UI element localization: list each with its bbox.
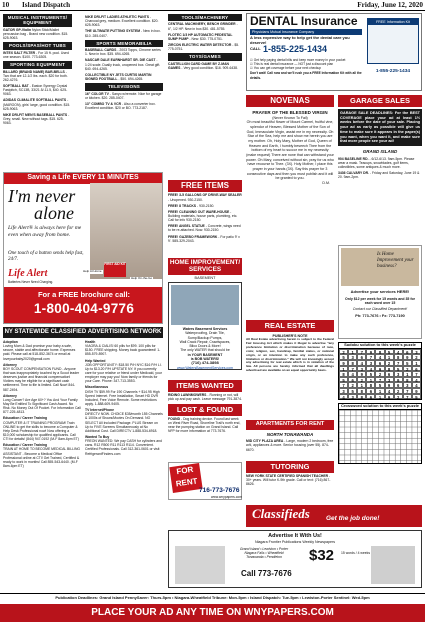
sudoku-cell: 7 — [348, 366, 357, 372]
life-alert-headline: Saving a Life EVERY 11 MINUTES — [4, 173, 162, 184]
sudoku-cell: 2 — [339, 349, 348, 355]
classified-ad: MID CITY PLAZA AREA - Large, modern 2 bedroom, free w/d, appliances & more. Senior housing (over 55). 874-6670. — [246, 439, 334, 452]
sudoku-cell: 5 — [385, 349, 394, 355]
sudoku-cell: 9 — [366, 349, 375, 355]
classified-ad: 13" COMBO TV & VCR - Also a converter box. Excellent condition. $20 or BO. 773-2187. — [85, 101, 156, 111]
sudoku-cell: 5 — [366, 371, 375, 377]
publisher-note-body: All Real Estate advertising herein is subject to the Federal Fair Housing Act which makes it illegal to advertise "any preference limitation or discrimination because of race, color, religion, sex, handicap, familial status, or national origin, or an intention to make any such preference, limitation or discrimination." We will not knowingly accept any advertising for real estate which is in violation of the law. All persons are hereby informed that all dwellings advertised are available on an equal opportunity basis. — [246, 337, 334, 373]
garage-deadline-box: GARAGE SALE DEADLINES: For the BEST COVERAGE place your ad at least 1½ weeks before the date of your sale. Placing your ad as early as possible will give us time to make sure it appears in the paper(s) you want, when you want it, and make sure that more people see your ad! — [338, 109, 422, 146]
sudoku-cell: 1 — [412, 360, 421, 366]
sudoku-cell: 3 — [348, 354, 357, 360]
crossword-section — [338, 403, 422, 464]
dental-lead: A less expensive way to help get the dental care you deserve! — [250, 35, 350, 45]
classified-ad: GATOR GP-Violin Nylon Stick/Mallet percussion bag - Brand new condition. $15. 625-9063. — [3, 27, 69, 41]
sudoku-cell: 5 — [375, 382, 384, 388]
publisher-note-title: PUBLISHER'S NOTE — [272, 333, 308, 338]
sudoku-cell: 2 — [375, 371, 384, 377]
column-3 — [168, 14, 242, 72]
sudoku-cell: 8 — [375, 349, 384, 355]
classified-ad: Miscellaneous DISH TV $59.99 For 190 Channels + $14.95 High Speed Internet. Free Installation, Smart HD DVR Included, Free Voice Remote. Some restrictions apply. 1-888-609-9405. — [85, 385, 160, 406]
sudoku-cell: 8 — [385, 366, 394, 372]
sudoku-cell: 9 — [357, 371, 366, 377]
classified-ad: NIKE DRI-FIT MEN'S BASEBALL PANTS - Grey, small. New without tags. $15. 625-9063. — [3, 112, 70, 126]
prayer-signature: D.M. — [322, 180, 330, 185]
sudoku-cell: 1 — [385, 354, 394, 360]
sudoku-cell: 3 — [348, 394, 357, 400]
classified-ad: Attorney Lung Cancer? Are Age 60+? You And Your Family May Be Entitled To Significant Cash Award. No Risk. No Money Out Of Pocket. For Information Call 877-225-4813. — [3, 393, 81, 415]
sudoku-cell: 3 — [412, 349, 421, 355]
publication-deadlines: Publication Deadlines: Grand Island PennySaver: Thurs-5pm • Niagara-Wheatfield Tribune: Mon-5pm • Island Dispatch: Tue-5pm • Lewiston-Porter Sentinel: Wed-5pm — [0, 593, 425, 603]
sudoku-cell: 6 — [366, 394, 375, 400]
classified-ad: Wanted To Buy FREON WANTED: We pay CASH for cylinders and cans. R12 R500 R11 R113 R114. Convenient. Certified Professionals. Call 312-361-0601 or visit RefrigerantFinders.com — [85, 434, 162, 456]
sudoku-cell: 7 — [357, 349, 366, 355]
sudoku-cell: 1 — [339, 366, 348, 372]
sudoku-cell: 8 — [357, 394, 366, 400]
sudoku-cell: 2 — [348, 382, 357, 388]
real-estate-section — [246, 320, 334, 373]
classified-ad: NIKE DRI-FIT LADIES ATHLETIC PANTS - Charcoal grey, medium. Excellent condition. $20. 625-9063. — [85, 15, 159, 28]
life-alert-tagline: Batteries Never Need Charging. — [8, 280, 54, 284]
sudoku-cell: 4 — [348, 371, 357, 377]
life-alert-logo: Life Alert — [8, 268, 48, 279]
sudoku-cell: 1 — [375, 388, 384, 394]
sudoku-cell: 8 — [348, 360, 357, 366]
sudoku-cell: 7 — [375, 377, 384, 383]
classified-ad: SOFTBALL BAT - Easton Synergy Crystal Fastpitch, SC13B, 33/21.5/-11.5, $40. 625-9063. — [3, 84, 68, 97]
life-alert-pitch-2: One touch of a button sends help fast, 24/7. — [8, 251, 84, 263]
dental-kit-image: FREE Information Kit — [367, 18, 419, 64]
sudoku-cell: 2 — [394, 394, 403, 400]
sudoku-cell: 4 — [339, 394, 348, 400]
advertise-with-us-ad: Advertise It With Us! Niagara Frontier Publications Weekly Newspapers Grand Island • Lewiston • Porter Niagara Falls • Wheatfield Tonawanda • Pendleton Call 773-7676 $32 15 words / 4 weeks — [168, 530, 422, 588]
sudoku-cell: 4 — [394, 349, 403, 355]
sudoku-cell: 2 — [394, 388, 403, 394]
elderly-woman-photo — [90, 183, 162, 279]
sudoku-cell: 5 — [348, 388, 357, 394]
section-header: TOYS/GAMES — [168, 53, 242, 60]
classified-ad: 16" COLOR TV - Sanyo w/remote. Nice for garage or kitchen. $20. 285-0407. — [85, 91, 162, 100]
statewide-ads — [3, 327, 163, 338]
sudoku-cell: 1 — [403, 371, 412, 377]
garage-town: GRAND ISLAND — [362, 149, 398, 155]
dental-title: DENTAL Insurance — [250, 14, 358, 28]
sudoku-cell: 1 — [375, 394, 384, 400]
apartments-section — [246, 420, 334, 454]
items-wanted-section — [168, 380, 242, 436]
sudoku-cell: 4 — [366, 366, 375, 372]
sudoku-cell: 9 — [394, 377, 403, 383]
section-header: MUSICAL INSTRUMENTS/ EQUIPMENT — [3, 14, 72, 27]
classified-ad: CASTELLION CARD GAME BY Z-MAN GAMES - Very good condition. $16. 909-6438. — [168, 61, 238, 70]
sudoku-cell: 2 — [357, 377, 366, 383]
subsection-header: BASEMENT — [194, 276, 216, 281]
sudoku-cell: 9 — [375, 366, 384, 372]
sudoku-cell: 7 — [366, 354, 375, 360]
section-header: APARTMENTS FOR RENT — [246, 420, 334, 430]
sudoku-cell: 8 — [394, 354, 403, 360]
section-header: TUTORING — [246, 461, 334, 473]
sudoku-cell: 7 — [403, 388, 412, 394]
place-ad-banner: PLACE YOUR AD ANY TIME ON WNYPAPERS.COM — [0, 604, 425, 622]
classifieds-banner: Classifieds Get the job done! — [246, 505, 422, 527]
call-phone: 716-773-7676 — [199, 487, 240, 494]
call-website: www.wnypapers.com — [211, 495, 242, 499]
sudoku-cell: 5 — [412, 394, 421, 400]
classified-ad: INTEX SALT FILTER - For 15 ft. pool. Used one season. $100. 773-6305. — [3, 50, 69, 60]
sudoku-cell: 9 — [385, 382, 394, 388]
sudoku-cell: 3 — [339, 388, 348, 394]
classified-ad: Education / Career Training COMPUTER & IT TRAINING PROGRAM! Train ONLINE to get the skills to become a Computer & Help Desk Professional now! Now offering a $10,000 scholarship for qualified applicants. Call CTI for details! (844) 947-0192 (M-F 8am-6pm ET) — [3, 416, 79, 442]
issue-date: Friday, June 12, 2020 — [357, 1, 423, 9]
sudoku-cell: 4 — [412, 377, 421, 383]
statewide-col-2 — [85, 339, 163, 458]
sudoku-cell: 7 — [403, 394, 412, 400]
waters-basement-ad: Waters Basement Services Waterproofing, Drain Tile, Sump/Backup Pumps, Wall Crack Repair, Crawlspaces, Bilco Doors & More! The only WATER that should be in YOUR BASEMENT is BOB WATERS! (716) 474-3898 www.WatersBasementServices.com — [168, 282, 242, 370]
sudoku-cell: 1 — [348, 349, 357, 355]
sudoku-cell: 7 — [394, 360, 403, 366]
help-on-the-go-label: Help On-the-Go — [131, 276, 153, 280]
section-header: POOLS/SPAS/HOT TUBS — [3, 42, 72, 49]
novenas-section — [246, 95, 334, 185]
sudoku-cell: 8 — [339, 371, 348, 377]
sudoku-cell: 6 — [385, 371, 394, 377]
sudoku-title: Sudoku solution to this week's puzzle — [338, 342, 422, 348]
for-rent-sign: FOR RENT — [169, 463, 202, 493]
sudoku-cell: 3 — [357, 366, 366, 372]
dental-phone: 1-855-225-1434 — [263, 44, 328, 54]
classified-ad: 3436 CALVARY DR. - Friday and Saturday, June 19 & 20. 9am-2pm. — [338, 170, 420, 180]
sudoku-cell: 5 — [339, 377, 348, 383]
section-header: HOME IMPROVEMENT/ SERVICES — [168, 258, 242, 275]
classified-ad: ADIDAS CLIMALITE SOFTBALL PANTS - (MAROON), girls' large, good condition. $15. 625-9063. — [3, 98, 71, 111]
apts-town: NORTH TONAWANDA — [266, 431, 314, 437]
sudoku-cell: 8 — [357, 388, 366, 394]
megaphone-icon — [371, 546, 415, 584]
classified-ad: Health VIAGRA & CIALIS! 60 pills for $99. 100 pills for $150. FREE shipping. Money back guaranteed! 1-855-579-8907. — [85, 340, 161, 357]
classified-ad: ZIRCON ELECTRIC WATER DETECTOR - $5. 775-0751. — [168, 43, 240, 52]
prayer-body: Oh most beautiful flower of Mount Carmel, fruitful vine, splendor of Heaven, Blessed Mother of the Son of God, Immaculate Virgin, assist me in my necessity. Oh Star of the Sea, help me and show me herein you are my mother. Oh, Holy Mary, Mother of God, Queen of Heaven and Earth, I humbly beseech Thee from the bottom of my heart to succor me in my necessity (make request) There are none that can withstand your power. Oh Mary, conceived without sin, pray for us who have recourse to Thee. (3X). Holy Mother, I place this prayer in your hands (3X). Say this prayer for 3 consecutive days and then you must publish and it will be granted to you. — [246, 120, 334, 181]
section-header: GARAGE SALES — [338, 95, 422, 107]
sudoku-cell: 3 — [385, 377, 394, 383]
sudoku-cell: 2 — [412, 354, 421, 360]
sudoku-cell: 4 — [385, 388, 394, 394]
basement-photo — [171, 285, 239, 325]
sudoku-cell: 8 — [366, 382, 375, 388]
tutoring-section — [246, 461, 334, 488]
dental-sub: Physicians Mutual Insurance Company — [250, 29, 362, 35]
newspapers-image — [175, 546, 225, 584]
classified-ad: Attorney BOY SCOUT COMPENSATION FUND - Anyone that was inappropriately touched by a Scout leader deserves justice and financial compensation! Victims may be eligible for a significant cash settlement. Time to file is limited. Call Now! 844-587-2494. — [3, 362, 80, 392]
advertise-services-ad: Is Home Improvement your business? Advertise your services HERE! Only $12 per week for 15 words and 35 for each word over 15 Contact our Classified Department! Ph: 773-7676 • Fx: 773-7190 — [338, 245, 422, 339]
classified-ad: FREE! CLEANING OUT WARE-HOUSE - Building materials, house parts, plumbing, etc. Call for info 930-2150. — [168, 209, 238, 223]
sudoku-cell: 4 — [357, 360, 366, 366]
section-header: LOST & FOUND — [168, 404, 242, 416]
section-header: ITEMS WANTED — [168, 380, 242, 392]
sudoku-cell: 8 — [403, 377, 412, 383]
free-items-section — [168, 180, 242, 245]
section-header: FREE ITEMS — [168, 180, 242, 192]
dental-checklist: ☑ Get help paying dental bills and keep more money in your pocket ☑ This is real dental insurance — NOT just a discount plan ☑ You can get coverage before your next checkup Don't wait! Call now and we'll rush you a FREE Information Kit with all the details. — [250, 58, 362, 80]
sudoku-cell: 7 — [412, 371, 421, 377]
first-aid-kit: FIRST AID KIT — [104, 263, 126, 277]
sudoku-cell: 6 — [357, 354, 366, 360]
section-header: TELEVISIONS — [85, 83, 163, 90]
classified-ad: BILLARD (BRAND NAME) BAR-BELLS - Two that are 12-1/2 lbs. each. $20 for both. 262-4276. — [3, 69, 68, 82]
prayer-sub: (Never Known To Fail) — [272, 115, 308, 120]
dental-call-label: CALL — [250, 46, 261, 51]
classified-ad: TV Internet/Phone DIRECTV NOW. CHOICE $35/month 155 Channels & 1000s of Shows/Movies On Demand. NO SELECT All Included Package. PLUS Stream on Up to FIVE Screens Simultaneously at No Additional Cost. Call DIRECTV 1-888-534-6918. — [85, 408, 163, 433]
crossword-grid — [338, 409, 422, 464]
dental-kit-phone: 1-855-225-1434 — [375, 69, 411, 74]
sudoku-cell: 5 — [403, 360, 412, 366]
section-header: SPORTING EQUIPMENT — [3, 61, 72, 68]
life-alert-title-1: I'm never — [8, 186, 76, 206]
sudoku-cell: 6 — [394, 382, 403, 388]
classified-ad: FREE! 8 TRACKS - 930-2150. — [168, 203, 215, 208]
classified-ad: FREE! GAZEBO FRAMEWORK - For patio 9' x 9'. 585-329-2043. — [168, 234, 240, 243]
sudoku-cell: 1 — [366, 377, 375, 383]
column-2 — [85, 14, 163, 112]
crossword-title: Crossword solution to this week's puzzle — [338, 403, 422, 409]
classified-ad: COLLECTIBLE NY JETS CURTIS MARTIN SIGNED FOOTBALL - $50. 694-4265. — [85, 72, 152, 82]
garage-sales-section — [338, 95, 422, 181]
sudoku-cell: 2 — [403, 366, 412, 372]
sudoku-section — [338, 342, 422, 400]
life-alert-cta: For a FREE brochure call: 1-800-404-9776 — [4, 287, 163, 323]
sudoku-cell: 3 — [403, 382, 412, 388]
sudoku-cell: 7 — [339, 382, 348, 388]
section-header: SPORTS MEMORABILIA — [85, 40, 163, 47]
life-alert-ad — [3, 172, 163, 324]
life-alert-title-2: alone — [34, 203, 74, 223]
sudoku-cell: 5 — [394, 366, 403, 372]
classified-ad: NASCAR DALE EARNHARDT SR. DIE CAST - 1:24 scale. Dually truck, unopened box. Great gift. $40. 694-4265. — [85, 58, 161, 71]
life-alert-pitch: Life Alert® is always here for me even when away from home. — [8, 225, 82, 238]
sudoku-cell: 3 — [394, 371, 403, 377]
sudoku-cell: 9 — [412, 388, 421, 394]
sudoku-cell: 4 — [412, 382, 421, 388]
statewide-title: NY STATEWIDE CLASSIFIED ADVERTISING NETWORK — [3, 327, 163, 338]
sudoku-grid — [338, 348, 422, 400]
sudoku-cell: 3 — [366, 360, 375, 366]
home-improvement-section — [168, 258, 242, 370]
prayer-title: PRAYER OF THE BLESSED VIRGIN — [252, 110, 328, 116]
classified-ad: BASEBALL CARDS - 2003 Topps, Chrome series 1. New in box. $35. 694-4265. — [85, 48, 161, 57]
column-1 — [3, 14, 72, 127]
classified-ad: RIDING LAWNMOWERS - Running or not, will pick up and pay cash. Leave message 791-3874. — [168, 392, 242, 402]
sudoku-cell: 6 — [375, 360, 384, 366]
sudoku-cell: 9 — [403, 354, 412, 360]
classified-ad: FREE! ANGEL STATUE - Concrete, wings need to be re-attached. Now. 930-2150. — [168, 224, 241, 233]
sudoku-cell: 6 — [366, 388, 375, 394]
sudoku-cell: 4 — [375, 354, 384, 360]
sudoku-cell: 6 — [412, 366, 421, 372]
section-header: NOVENAS — [246, 95, 334, 107]
page-header — [0, 0, 425, 11]
page-number: 10 — [2, 1, 10, 9]
help-at-home-label: Help At Home — [83, 269, 102, 273]
dental-insurance-ad — [246, 13, 422, 91]
statewide-col-1 — [3, 339, 81, 470]
classified-ad: FOUND - Dog training device. Found last week on West River Road, Shoreline Trail's north end, near the pumping station on Grand Island. Call NFP for more information at 773-7676. — [168, 417, 241, 434]
classified-ad: Help Wanted JOB OPPORTUNITY: $18.50 P/H NYC $16 P/H LI. Up to $13.20 P/H UPSTATE NY. If you currently care for your relative or friend under Medicaid, your employer may pay you! Now family or friends for your Care. Phone: 347-713-3553. — [85, 358, 162, 384]
sudoku-cell: 6 — [348, 377, 357, 383]
classified-ad: FREE! 3-5 GALLONS OF DRIVE-WAY SEALER - Unopened. 930-2150. — [168, 193, 242, 202]
classified-ad: CENTRAL MACHINERY, BENCH GRINDER - 6", 1/2 HP. New in box.$30. 481-5755. — [168, 22, 238, 31]
sudoku-cell: 9 — [339, 360, 348, 366]
house-illustration: Is Home Improvement your business? — [341, 248, 419, 286]
call-ad — [168, 462, 242, 500]
sudoku-cell: 2 — [385, 360, 394, 366]
classified-ad: NEW YORK STATE CERTIFIED SPANISH TEACHER - 30+ years. Will tutor K-9th grade. Call or text: (716) 867-8626. — [246, 473, 331, 487]
classified-ad: 904 BASELINE RD. - 6/12-6/13. 9am-5pm. Please wear a mask. Teacups, snowblades, golf items, collectibles, some antiques & much more. — [338, 156, 415, 169]
classified-ad: Adoption Loving Mom & Dad promise your baby a safe, secure, stable and affectionate home. Expenses paid. Please call at 518-852-3674 or email at loveyourbaby2020@gmail.com — [3, 340, 76, 361]
sudoku-cell: 5 — [339, 354, 348, 360]
section-header: TOOLS/MACHINERY — [168, 14, 242, 21]
paper-name: Island Dispatch — [22, 1, 71, 9]
classified-ad: Education / Career Training TRAIN AT HOME TO BECOME MEDICAL BILLING ASSISTANT - Become a Medical Office Professional online at CTI! Get Trained, Certified & ready to work in months! Call 855-543-6440. (M-F 8am-6pm ET) — [3, 443, 81, 468]
classified-ad: THE ULTIMATE PUTTING SYSTEM - New in box. $10. 285-0407. — [85, 29, 161, 38]
sudoku-cell: 6 — [403, 349, 412, 355]
sudoku-cell: 9 — [385, 394, 394, 400]
classified-ad: FLOTEC 1/3 HP AUTOMATIC PEDESTAL SUMP PUMP - New. $30. 775-0751. — [168, 32, 233, 41]
section-header: REAL ESTATE — [246, 320, 334, 332]
sudoku-cell: 1 — [357, 382, 366, 388]
